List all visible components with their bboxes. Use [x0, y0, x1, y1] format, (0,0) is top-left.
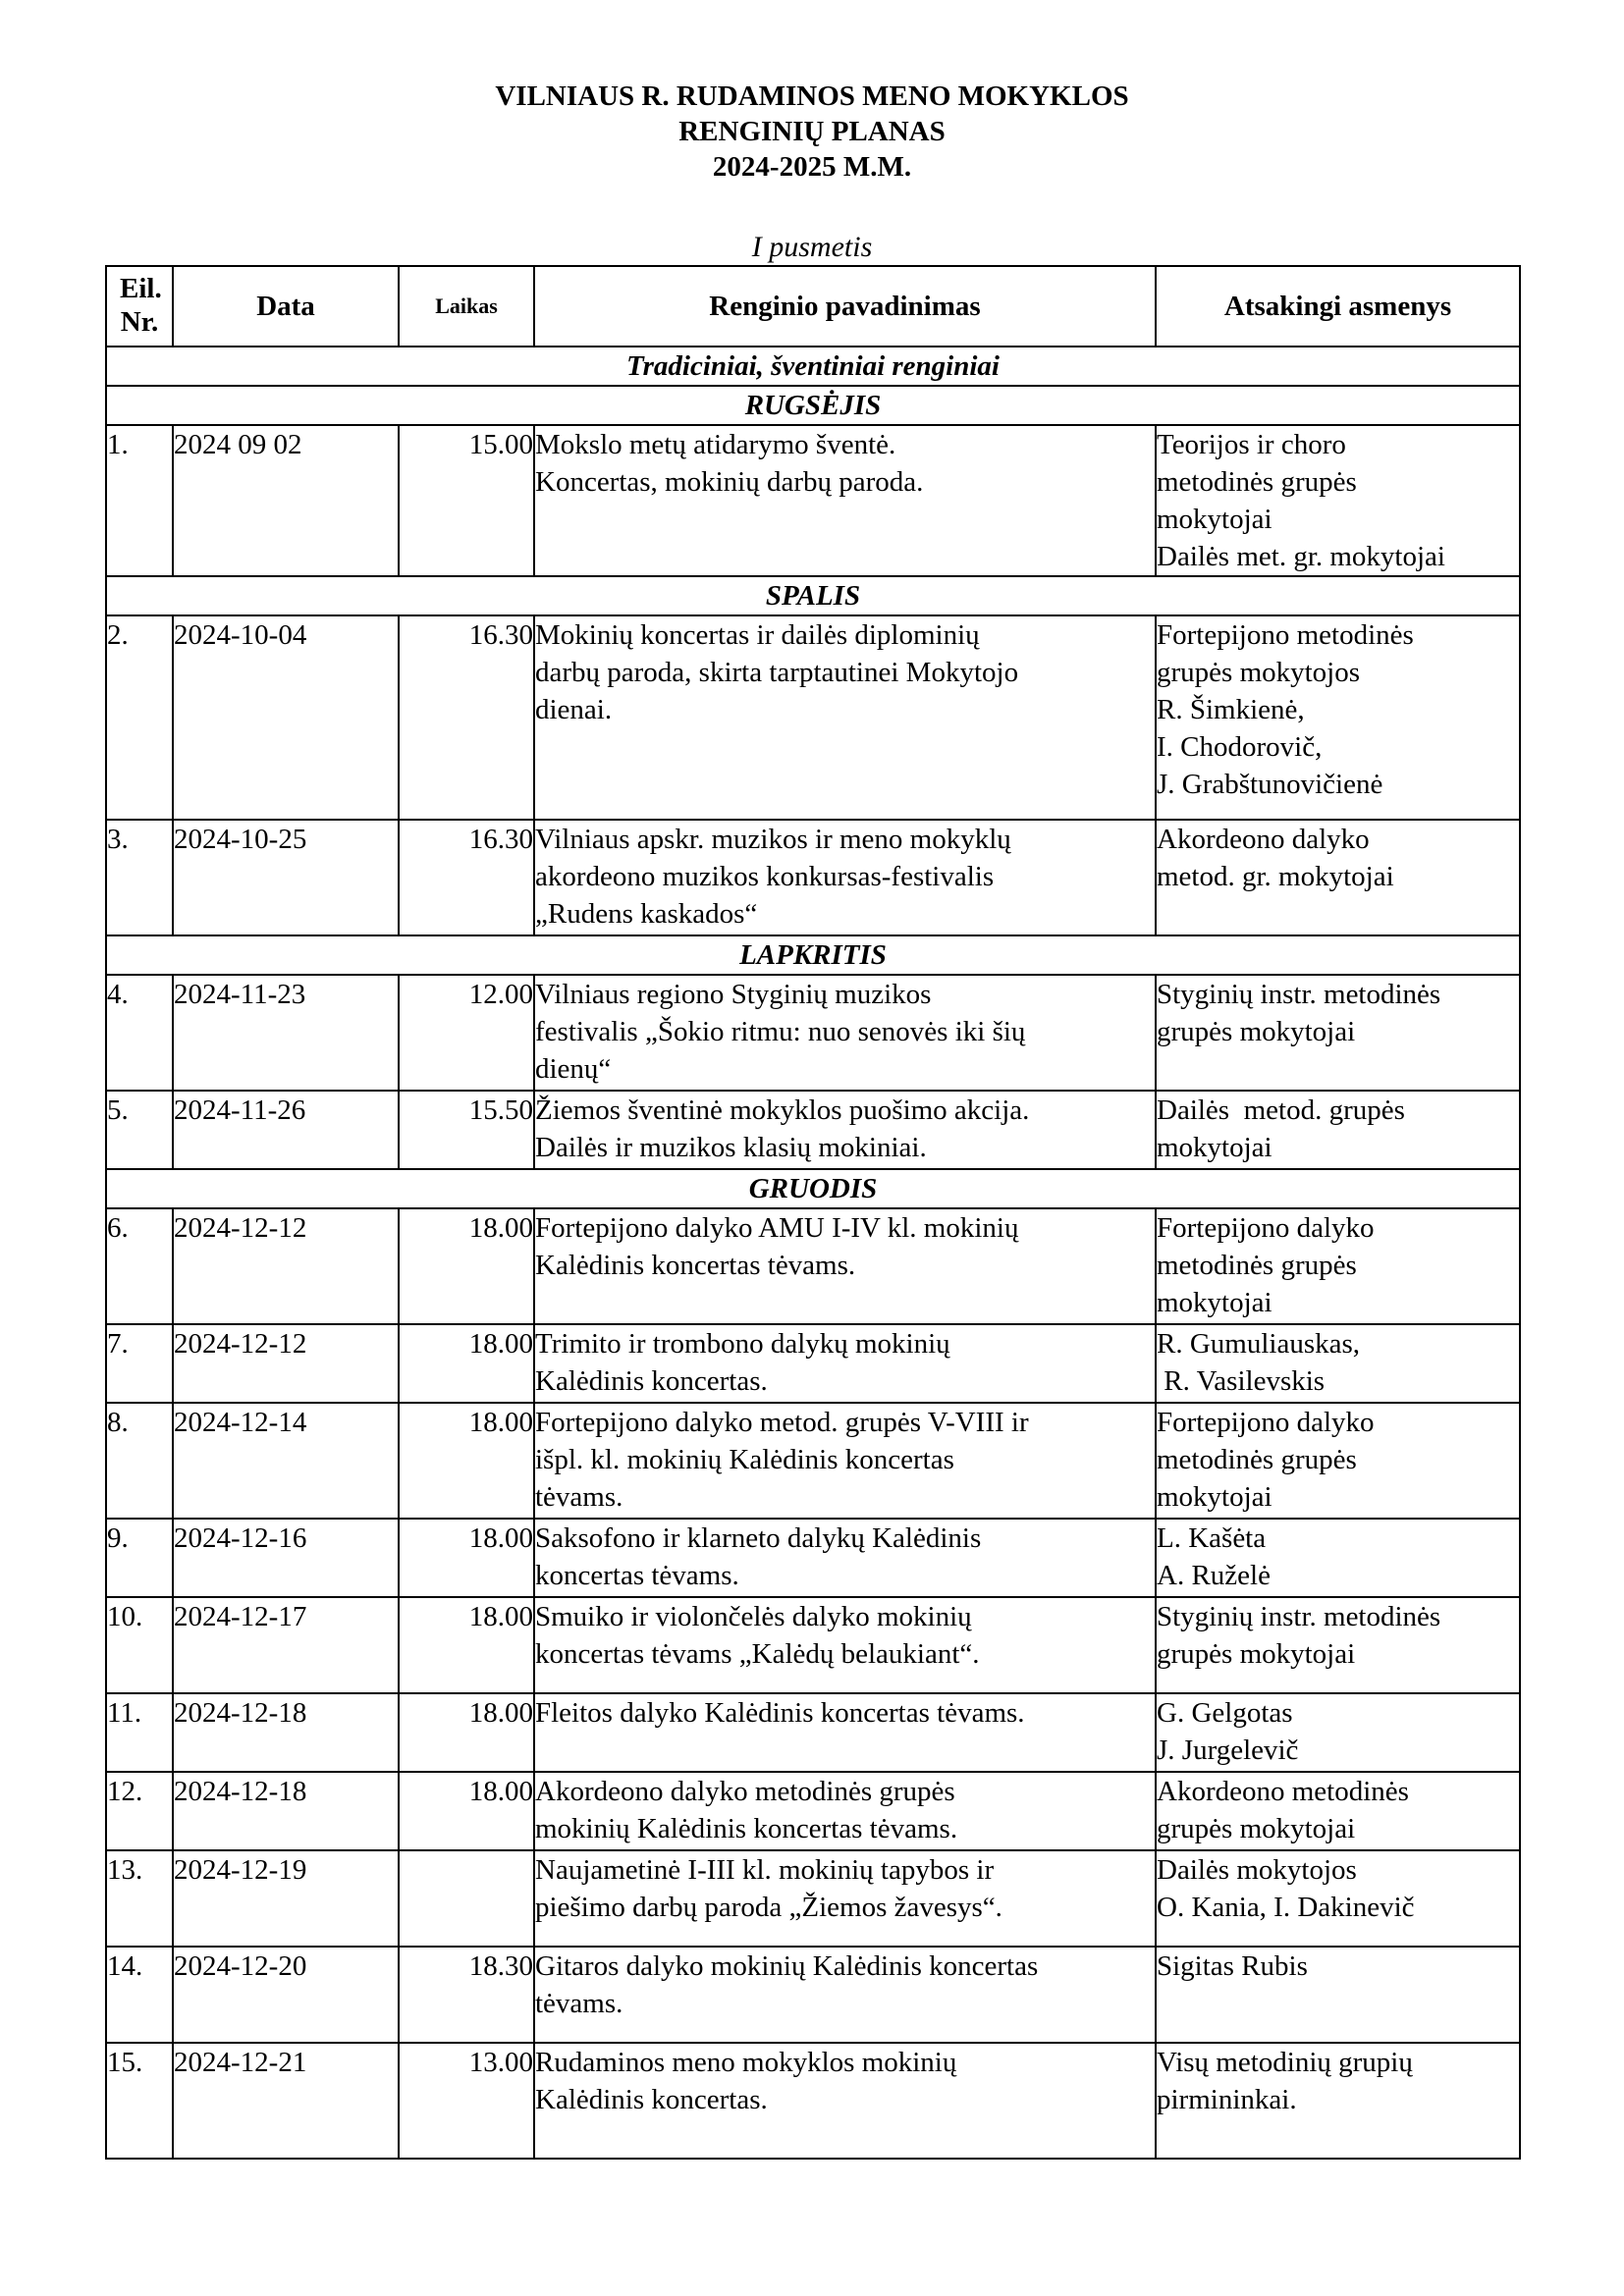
event-name-line: Fortepijono dalyko AMU I-IV kl. mokinių	[535, 1212, 1019, 1244]
col-header-date: Data	[173, 266, 399, 347]
event-name-line: Rudaminos meno mokyklos mokinių	[535, 2047, 957, 2078]
row-time: 16.30	[399, 820, 534, 935]
month-label: GRUODIS	[106, 1169, 1520, 1208]
row-time: 18.00	[399, 1519, 534, 1597]
table-row	[106, 615, 1520, 820]
row-responsible	[1156, 1772, 1520, 1850]
event-name-line: dienų“	[535, 1053, 612, 1085]
event-name-line: darbų paroda, skirta tarptautinei Mokytojo	[535, 657, 1019, 688]
row-time: 18.30	[399, 1947, 534, 2043]
event-name-line: koncertas tėvams.	[535, 1560, 739, 1591]
row-event-name	[534, 1693, 1156, 1772]
row-number: 11.	[106, 1693, 173, 1772]
month-label: SPALIS	[106, 576, 1520, 615]
responsible-line: G. Gelgotas	[1157, 1697, 1293, 1729]
table-row	[106, 1850, 1520, 1947]
event-name-line: Trimito ir trombono dalykų mokinių	[535, 1328, 950, 1360]
responsible-line: Styginių instr. metodinės	[1157, 1601, 1441, 1632]
document-title	[0, 79, 1624, 185]
responsible-line: R. Gumuliauskas,	[1157, 1328, 1361, 1360]
responsible-line: J. Jurgelevič	[1157, 1735, 1299, 1766]
responsible-line: grupės mokytojos	[1157, 657, 1361, 688]
row-time: 16.30	[399, 615, 534, 820]
row-number: 10.	[106, 1597, 173, 1693]
events-table	[105, 265, 1521, 2160]
table-row	[106, 1772, 1520, 1850]
responsible-line: Visų metodinių grupių	[1157, 2047, 1413, 2078]
title-year: 2024-2025 M.M.	[712, 151, 912, 183]
event-name-line: Naujametinė I-III kl. mokinių tapybos ir	[535, 1854, 995, 1886]
row-responsible	[1156, 1693, 1520, 1772]
responsible-line: metod. gr. mokytojai	[1157, 861, 1394, 892]
table-row	[106, 1693, 1520, 1772]
row-responsible	[1156, 975, 1520, 1091]
event-name-line: Vilniaus regiono Styginių muzikos	[535, 979, 932, 1010]
responsible-line: Fortepijono dalyko	[1157, 1212, 1375, 1244]
row-time: 15.00	[399, 425, 534, 576]
row-date: 2024-12-14	[173, 1403, 399, 1519]
event-name-line: piešimo darbų paroda „Žiemos žavesys“.	[535, 1892, 1002, 1923]
responsible-line: grupės mokytojai	[1157, 1638, 1356, 1670]
event-name-line: dienai.	[535, 694, 613, 725]
row-time: 18.00	[399, 1403, 534, 1519]
event-name-line: Mokslo metų atidarymo šventė.	[535, 429, 896, 460]
row-responsible	[1156, 615, 1520, 820]
row-number: 15.	[106, 2043, 173, 2159]
row-event-name	[534, 1324, 1156, 1403]
responsible-line: metodinės grupės	[1157, 1444, 1357, 1475]
row-event-name	[534, 1597, 1156, 1693]
col-header-responsible: Atsakingi asmenys	[1156, 266, 1520, 347]
event-name-line: tėvams.	[535, 1988, 623, 2019]
row-responsible	[1156, 1208, 1520, 1324]
event-name-line: akordeono muzikos konkursas-festivalis	[535, 861, 995, 892]
row-responsible	[1156, 1324, 1520, 1403]
responsible-line: Sigitas Rubis	[1157, 1950, 1308, 1982]
responsible-line: Styginių instr. metodinės	[1157, 979, 1441, 1010]
responsible-line: mokytojai	[1157, 1287, 1272, 1318]
event-name-line: Akordeono dalyko metodinės grupės	[535, 1776, 955, 1807]
month-row	[106, 576, 1520, 615]
event-name-line: Žiemos šventinė mokyklos puošimo akcija.	[535, 1095, 1030, 1126]
title-school: VILNIAUS R. RUDAMINOS MENO MOKYKLOS	[495, 80, 1129, 112]
row-date: 2024-12-18	[173, 1772, 399, 1850]
title-plan: RENGINIŲ PLANAS	[678, 116, 946, 147]
responsible-line: R. Šimkienė,	[1157, 694, 1305, 725]
row-time	[399, 1850, 534, 1947]
row-date: 2024-11-23	[173, 975, 399, 1091]
event-name-line: Gitaros dalyko mokinių Kalėdinis koncertas	[535, 1950, 1039, 1982]
row-date: 2024-10-04	[173, 615, 399, 820]
event-name-line: festivalis „Šokio ritmu: nuo senovės iki šių	[535, 1016, 1026, 1047]
event-name-line: Vilniaus apskr. muzikos ir meno mokyklų	[535, 824, 1011, 855]
row-event-name	[534, 615, 1156, 820]
responsible-line: mokytojai	[1157, 504, 1272, 535]
row-date: 2024-12-12	[173, 1208, 399, 1324]
row-number: 7.	[106, 1324, 173, 1403]
row-date: 2024-11-26	[173, 1091, 399, 1169]
row-responsible	[1156, 1403, 1520, 1519]
row-time: 18.00	[399, 1324, 534, 1403]
event-name-line: Fleitos dalyko Kalėdinis koncertas tėvams.	[535, 1697, 1025, 1729]
event-name-line: tėvams.	[535, 1481, 623, 1513]
responsible-line: grupės mokytojai	[1157, 1016, 1356, 1047]
event-name-line: koncertas tėvams „Kalėdų belaukiant“.	[535, 1638, 980, 1670]
row-date: 2024-10-25	[173, 820, 399, 935]
responsible-line: O. Kania, I. Dakinevič	[1157, 1892, 1415, 1923]
row-event-name	[534, 1850, 1156, 1947]
row-responsible	[1156, 1947, 1520, 2043]
event-name-line: mokinių Kalėdinis koncertas tėvams.	[535, 1813, 958, 1844]
row-number: 3.	[106, 820, 173, 935]
event-name-line: Koncertas, mokinių darbų paroda.	[535, 466, 924, 498]
row-event-name	[534, 1519, 1156, 1597]
row-number: 14.	[106, 1947, 173, 2043]
row-time: 13.00	[399, 2043, 534, 2159]
row-time: 12.00	[399, 975, 534, 1091]
responsible-line: L. Kašėta	[1157, 1522, 1267, 1554]
event-name-line: Fortepijono dalyko metod. grupės V-VIII ir	[535, 1407, 1029, 1438]
row-number: 9.	[106, 1519, 173, 1597]
row-date: 2024-12-20	[173, 1947, 399, 2043]
table-row	[106, 1208, 1520, 1324]
row-event-name	[534, 820, 1156, 935]
responsible-line: Teorijos ir choro	[1157, 429, 1346, 460]
col-header-nr: Eil. Nr.	[106, 266, 173, 347]
responsible-line: mokytojai	[1157, 1481, 1272, 1513]
row-date: 2024 09 02	[173, 425, 399, 576]
table-row	[106, 975, 1520, 1091]
row-event-name	[534, 1208, 1156, 1324]
month-row	[106, 386, 1520, 425]
responsible-line: Fortepijono metodinės	[1157, 619, 1414, 651]
row-event-name	[534, 1091, 1156, 1169]
row-responsible	[1156, 1850, 1520, 1947]
responsible-line: I. Chodorovič,	[1157, 731, 1323, 763]
section-row	[106, 347, 1520, 386]
row-number: 12.	[106, 1772, 173, 1850]
event-name-line: Kalėdinis koncertas.	[535, 1365, 768, 1397]
event-name-line: Saksofono ir klarneto dalykų Kalėdinis	[535, 1522, 982, 1554]
table-row	[106, 820, 1520, 935]
event-name-line: Smuiko ir violončelės dalyko mokinių	[535, 1601, 972, 1632]
row-time: 18.00	[399, 1208, 534, 1324]
table-row	[106, 1091, 1520, 1169]
row-number: 2.	[106, 615, 173, 820]
table-row	[106, 2043, 1520, 2159]
row-event-name	[534, 975, 1156, 1091]
row-number: 4.	[106, 975, 173, 1091]
responsible-line: metodinės grupės	[1157, 466, 1357, 498]
responsible-line: Akordeono metodinės	[1157, 1776, 1409, 1807]
table-header-row	[106, 266, 1520, 347]
responsible-line: Dailės metod. grupės	[1157, 1095, 1405, 1126]
event-name-line: Kalėdinis koncertas.	[535, 2084, 768, 2115]
row-responsible	[1156, 425, 1520, 576]
month-row	[106, 1169, 1520, 1208]
row-time: 18.00	[399, 1693, 534, 1772]
responsible-line: Akordeono dalyko	[1157, 824, 1370, 855]
row-event-name	[534, 1772, 1156, 1850]
responsible-line: Fortepijono dalyko	[1157, 1407, 1375, 1438]
row-event-name	[534, 425, 1156, 576]
responsible-line: A. Ruželė	[1157, 1560, 1271, 1591]
table-row	[106, 1324, 1520, 1403]
row-event-name	[534, 1947, 1156, 2043]
table-row	[106, 1403, 1520, 1519]
responsible-line: J. Grabštunovičienė	[1157, 769, 1383, 800]
row-responsible	[1156, 1597, 1520, 1693]
row-number: 6.	[106, 1208, 173, 1324]
row-number: 1.	[106, 425, 173, 576]
responsible-line: R. Vasilevskis	[1157, 1365, 1326, 1397]
row-date: 2024-12-19	[173, 1850, 399, 1947]
row-responsible	[1156, 1519, 1520, 1597]
row-date: 2024-12-21	[173, 2043, 399, 2159]
row-responsible	[1156, 1091, 1520, 1169]
event-name-line: „Rudens kaskados“	[535, 898, 758, 930]
row-number: 5.	[106, 1091, 173, 1169]
section-label: Tradiciniai, šventiniai renginiai	[106, 347, 1520, 386]
table-row	[106, 425, 1520, 576]
month-label: LAPKRITIS	[106, 935, 1520, 975]
event-name-line: Dailės ir muzikos klasių mokiniai.	[535, 1132, 927, 1163]
row-number: 8.	[106, 1403, 173, 1519]
event-name-line: Kalėdinis koncertas tėvams.	[535, 1250, 856, 1281]
row-date: 2024-12-18	[173, 1693, 399, 1772]
event-name-line: išpl. kl. mokinių Kalėdinis koncertas	[535, 1444, 954, 1475]
row-event-name	[534, 2043, 1156, 2159]
col-header-time: Laikas	[399, 266, 534, 347]
row-number: 13.	[106, 1850, 173, 1947]
month-label: RUGSĖJIS	[106, 386, 1520, 425]
row-date: 2024-12-12	[173, 1324, 399, 1403]
row-time: 18.00	[399, 1597, 534, 1693]
table-row	[106, 1597, 1520, 1693]
row-responsible	[1156, 820, 1520, 935]
responsible-line: pirmininkai.	[1157, 2084, 1297, 2115]
responsible-line: mokytojai	[1157, 1132, 1272, 1163]
event-name-line: Mokinių koncertas ir dailės diplominių	[535, 619, 980, 651]
row-date: 2024-12-17	[173, 1597, 399, 1693]
month-row	[106, 935, 1520, 975]
responsible-line: Dailės met. gr. mokytojai	[1157, 541, 1445, 572]
row-time: 18.00	[399, 1772, 534, 1850]
col-header-event: Renginio pavadinimas	[534, 266, 1156, 347]
responsible-line: Dailės mokytojos	[1157, 1854, 1357, 1886]
row-event-name	[534, 1403, 1156, 1519]
semester-heading: I pusmetis	[751, 231, 873, 263]
responsible-line: metodinės grupės	[1157, 1250, 1357, 1281]
table-row	[106, 1947, 1520, 2043]
row-responsible	[1156, 2043, 1520, 2159]
row-date: 2024-12-16	[173, 1519, 399, 1597]
table-row	[106, 1519, 1520, 1597]
responsible-line: grupės mokytojai	[1157, 1813, 1356, 1844]
row-time: 15.50	[399, 1091, 534, 1169]
